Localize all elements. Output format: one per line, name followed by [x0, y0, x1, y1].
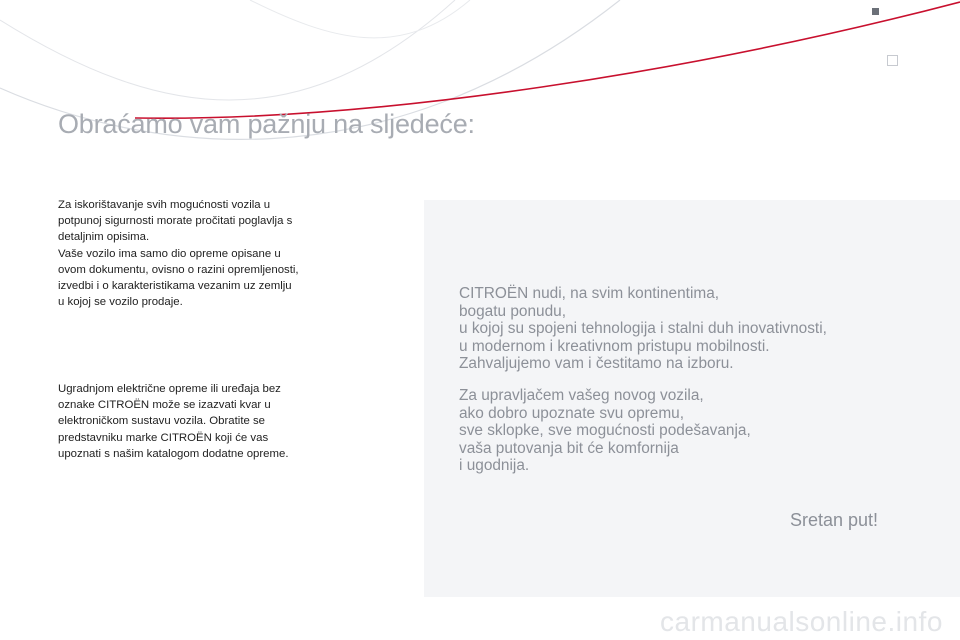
- text-line: u kojoj su spojeni tehnologija i stalni duh inovativnosti,: [459, 320, 827, 338]
- text-line: CITROËN nudi, na svim kontinentima,: [459, 285, 720, 302]
- closing-greeting: Sretan put!: [790, 510, 879, 530]
- text-line: ovom dokumentu, ovisno o razini opremljenosti,: [58, 263, 299, 276]
- text-line: Vaše vozilo ima samo dio opreme opisane u: [58, 247, 281, 260]
- page-marker-square: [872, 8, 879, 15]
- text-line: elektroničkom sustavu vozila. Obratite se: [58, 415, 266, 428]
- text-line: vaša putovanja bit će komfornija: [459, 439, 679, 457]
- text-line: u kojoj se vozilo prodaje.: [58, 296, 183, 309]
- text-line: bogatu ponudu,: [459, 302, 566, 320]
- text-line: sve sklopke, sve mogućnosti podešavanja,: [459, 422, 751, 440]
- text-line: izvedbi i o karakteristikama vezanim uz zemlju: [58, 280, 292, 293]
- text-line: u modernom i kreativnom pristupu mobilnosti.: [459, 337, 770, 355]
- text-line: upoznati s našim katalogom dodatne opreme.: [58, 447, 289, 460]
- page-marker-outline: [887, 55, 898, 66]
- driving-message: [459, 387, 751, 475]
- text-line: i ugodnija.: [459, 457, 530, 475]
- info-paragraph-reading: [58, 197, 328, 310]
- welcome-message: [459, 285, 827, 373]
- text-line: predstavniku marke CITROËN koji će vas: [58, 431, 269, 444]
- text-line: Ugradnjom električne opreme ili uređaja bez: [58, 383, 281, 395]
- red-accent-line: [135, 2, 960, 118]
- text-line: Za iskorištavanje svih mogućnosti vozila u: [58, 199, 271, 211]
- text-line: Za upravljačem vašeg novog vozila,: [459, 387, 704, 404]
- text-line: ako dobro upoznate svu opremu,: [459, 404, 685, 422]
- page-title: Obraćamo vam pažnju na sljedeće:: [58, 109, 475, 139]
- text-line: oznake CITROËN može se izazvati kvar u: [58, 399, 271, 412]
- watermark: carmanualsonline.info: [660, 606, 943, 637]
- info-paragraph-electrical: [58, 381, 328, 462]
- text-line: Zahvaljujemo vam i čestitamo na izboru.: [459, 355, 734, 373]
- text-line: potpunoj sigurnosti morate pročitati poglavlja s: [58, 215, 293, 228]
- text-line: detaljnim opisima.: [58, 231, 150, 244]
